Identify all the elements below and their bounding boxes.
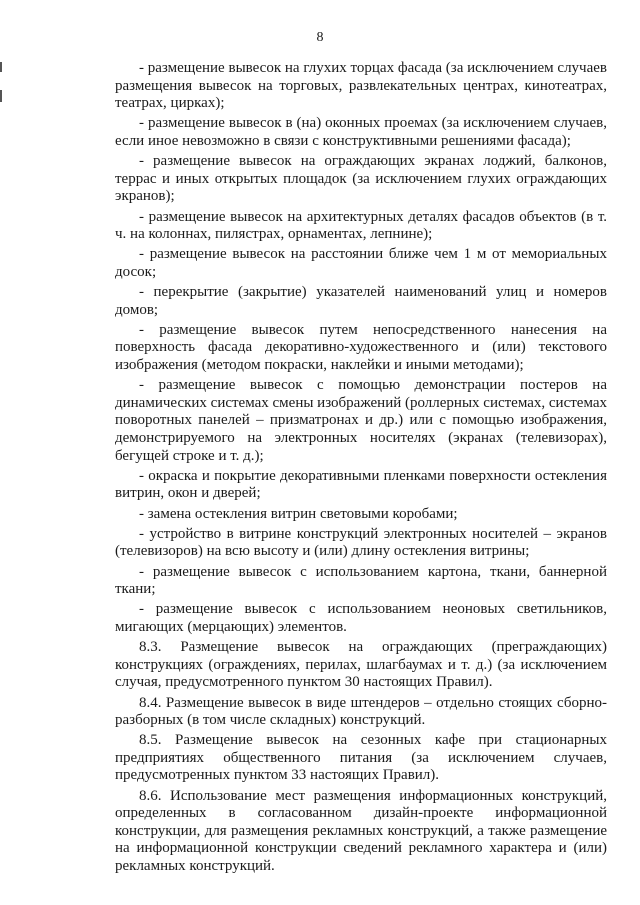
paragraph: - размещение вывесок в (на) оконных проемах (за исключением случаев, если иное невозможно в связи с конструктивными решениями фасада); — [115, 115, 607, 149]
paragraph: - окраска и покрытие декоративными пленками поверхности остекления витрин, окон и дверей; — [115, 467, 607, 502]
paragraph: - размещение вывесок на глухих торцах фасада (за исключением случаев размещения вывесок на торговых, развлекательных центрах, кинотеатрах, театрах, цирках); — [115, 60, 607, 112]
paragraph: 8.5. Размещение вывесок на сезонных кафе при стационарных предприятиях общественного питания (за исключением случаев, предусмотренных пунктом 33 настоящих Правил). — [115, 732, 607, 784]
paragraph: - размещение вывесок на расстоянии ближе чем 1 м от мемориальных досок; — [115, 246, 607, 280]
paragraph: 8.4. Размещение вывесок в виде штендеров – отдельно стоящих сборно-разборных (в том числе складных) конструкций. — [115, 694, 607, 729]
paragraph: - размещение вывесок с помощью демонстрации постеров на динамических системах смены изображений (роллерных системах, системах поворотных панелей – призматронах и др.) или с помощью изображения, демонстрируемого на электронных носителях (экранах (телевизорах), бегущей строке и т. д.); — [115, 377, 607, 464]
paragraph: - размещение вывесок с использованием неоновых светильников, мигающих (мерцающих) элементов. — [115, 601, 607, 635]
document-body — [115, 60, 607, 878]
paragraph: - размещение вывесок на ограждающих экранах лоджий, балконов, террас и иных открытых площадок (за исключением глухих ограждающих экранов); — [115, 153, 607, 205]
page-number: 8 — [316, 30, 324, 45]
paragraph: - перекрытие (закрытие) указателей наименований улиц и номеров домов; — [115, 284, 607, 318]
paragraph: 8.3. Размещение вывесок на ограждающих (преграждающих) конструкциях (ограждениях, перилах, шлагбаумах и т. д.) (за исключением случая, предусмотренного пунктом 30 настоящих Правил). — [115, 639, 607, 691]
margin-mark — [0, 90, 2, 102]
paragraph: - замена остекления витрин световыми коробами; — [139, 505, 458, 522]
paragraph: - размещение вывесок на архитектурных деталях фасадов объектов (в т. ч. на колоннах, пилястрах, орнаментах, лепнине); — [115, 208, 607, 243]
margin-mark — [0, 62, 2, 72]
paragraph: 8.6. Использование мест размещения информационных конструкций, определенных в согласованном дизайн-проекте информационной конструкции, для размещения рекламных конструкций, а также размещение на информационной конструкции сведений рекламного характера и (или) рекламных конструкций. — [115, 787, 607, 875]
paragraph: - устройство в витрине конструкций электронных носителей – экранов (телевизоров) на всю высоту и (или) длину остекления витрины; — [115, 525, 607, 560]
paragraph: - размещение вывесок с использованием картона, ткани, баннерной ткани; — [115, 563, 607, 598]
paragraph: - размещение вывесок путем непосредственного нанесения на поверхность фасада декоративно-художественного и (или) текстового изображения (методом покраски, наклейки и иными методами); — [115, 321, 607, 374]
